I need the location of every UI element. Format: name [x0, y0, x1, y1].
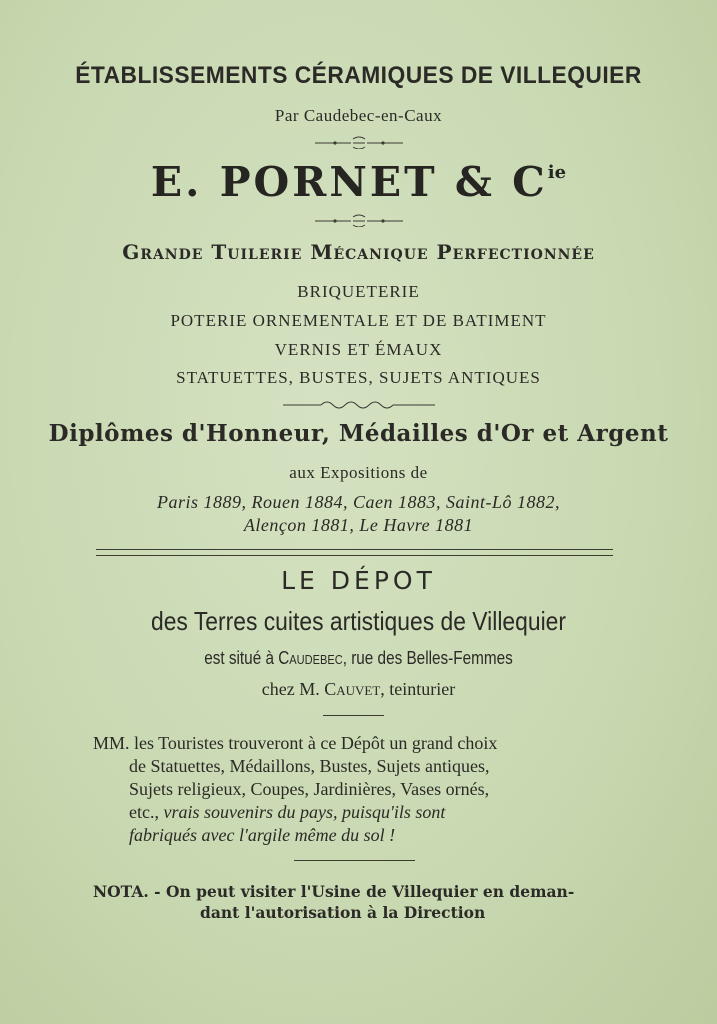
awards-intro: aux Expositions de: [289, 463, 428, 482]
awards-cities-line1: Paris 1889, Rouen 1884, Caen 1883, Saint-Lô 1882,: [157, 492, 560, 512]
depot-description: des Terres cuites artistiques de Villequier: [150, 606, 567, 636]
product-line-poterie: POTERIE ORNEMENTALE ET DE BATIMENT: [170, 311, 547, 330]
nota-line2: dant l'autorisation à la Direction: [200, 903, 486, 922]
depot-contact: [0, 679, 717, 700]
awards-heading: Diplômes d'Honneur, Médailles d'Or et Argent: [48, 420, 669, 447]
company-name: [0, 158, 717, 206]
double-rule-divider: [96, 549, 613, 556]
ornament-divider-top: [0, 135, 717, 149]
product-line-briqueterie: BRIQUETERIE: [297, 282, 420, 301]
depot-location-post: , rue des Belles-Femmes: [342, 648, 513, 668]
depot-contact-pre: chez M.: [261, 679, 325, 699]
depot-heading: LE DÉPOT: [281, 566, 436, 595]
depot-location-town: Caudebec: [278, 648, 343, 668]
short-rule-divider: [323, 715, 384, 716]
depot-contact-name: Cauvet: [324, 679, 381, 699]
nota-line1: NOTA. - On peut visiter l'Usine de Villequier en deman-: [93, 882, 575, 901]
product-line-statuettes: STATUETTES, BUSTES, SUJETS ANTIQUES: [176, 368, 541, 387]
tourists-line4-plain: etc.,: [129, 802, 164, 822]
tourists-line4-italic: vrais souvenirs du pays, puisqu'ils sont: [163, 802, 446, 822]
depot-location: [54, 648, 663, 669]
tuilerie-heading: Grande Tuilerie Mécanique Perfectionnée: [122, 240, 595, 264]
product-line-vernis: VERNIS ET ÉMAUX: [274, 340, 443, 359]
awards-cities-line2: Alençon 1881, Le Havre 1881: [243, 515, 474, 535]
depot-contact-post: , teinturier: [380, 679, 456, 699]
tourists-line5: fabriqués avec l'argile même du sol !: [129, 825, 396, 845]
depot-location-pre: est situé à: [204, 648, 279, 668]
ornament-divider-middle: [0, 213, 717, 227]
establishment-title: ÉTABLISSEMENTS CÉRAMIQUES DE VILLEQUIER: [75, 62, 642, 89]
tourists-line3: Sujets religieux, Coupes, Jardinières, Vases ornés,: [129, 779, 490, 799]
tourists-line4: [129, 802, 445, 823]
tourists-line2: de Statuettes, Médaillons, Bustes, Sujets antiques,: [129, 756, 490, 776]
company-name-text: E. PORNET & C: [150, 158, 548, 206]
short-rule-divider-lower: [294, 860, 415, 861]
location-subtitle: Par Caudebec-en-Caux: [274, 106, 443, 125]
ornament-scroll-divider: [0, 398, 717, 412]
tourists-line1: MM. les Touristes trouveront à ce Dépôt un grand choix: [93, 733, 498, 753]
company-superscript: ie: [547, 162, 567, 183]
